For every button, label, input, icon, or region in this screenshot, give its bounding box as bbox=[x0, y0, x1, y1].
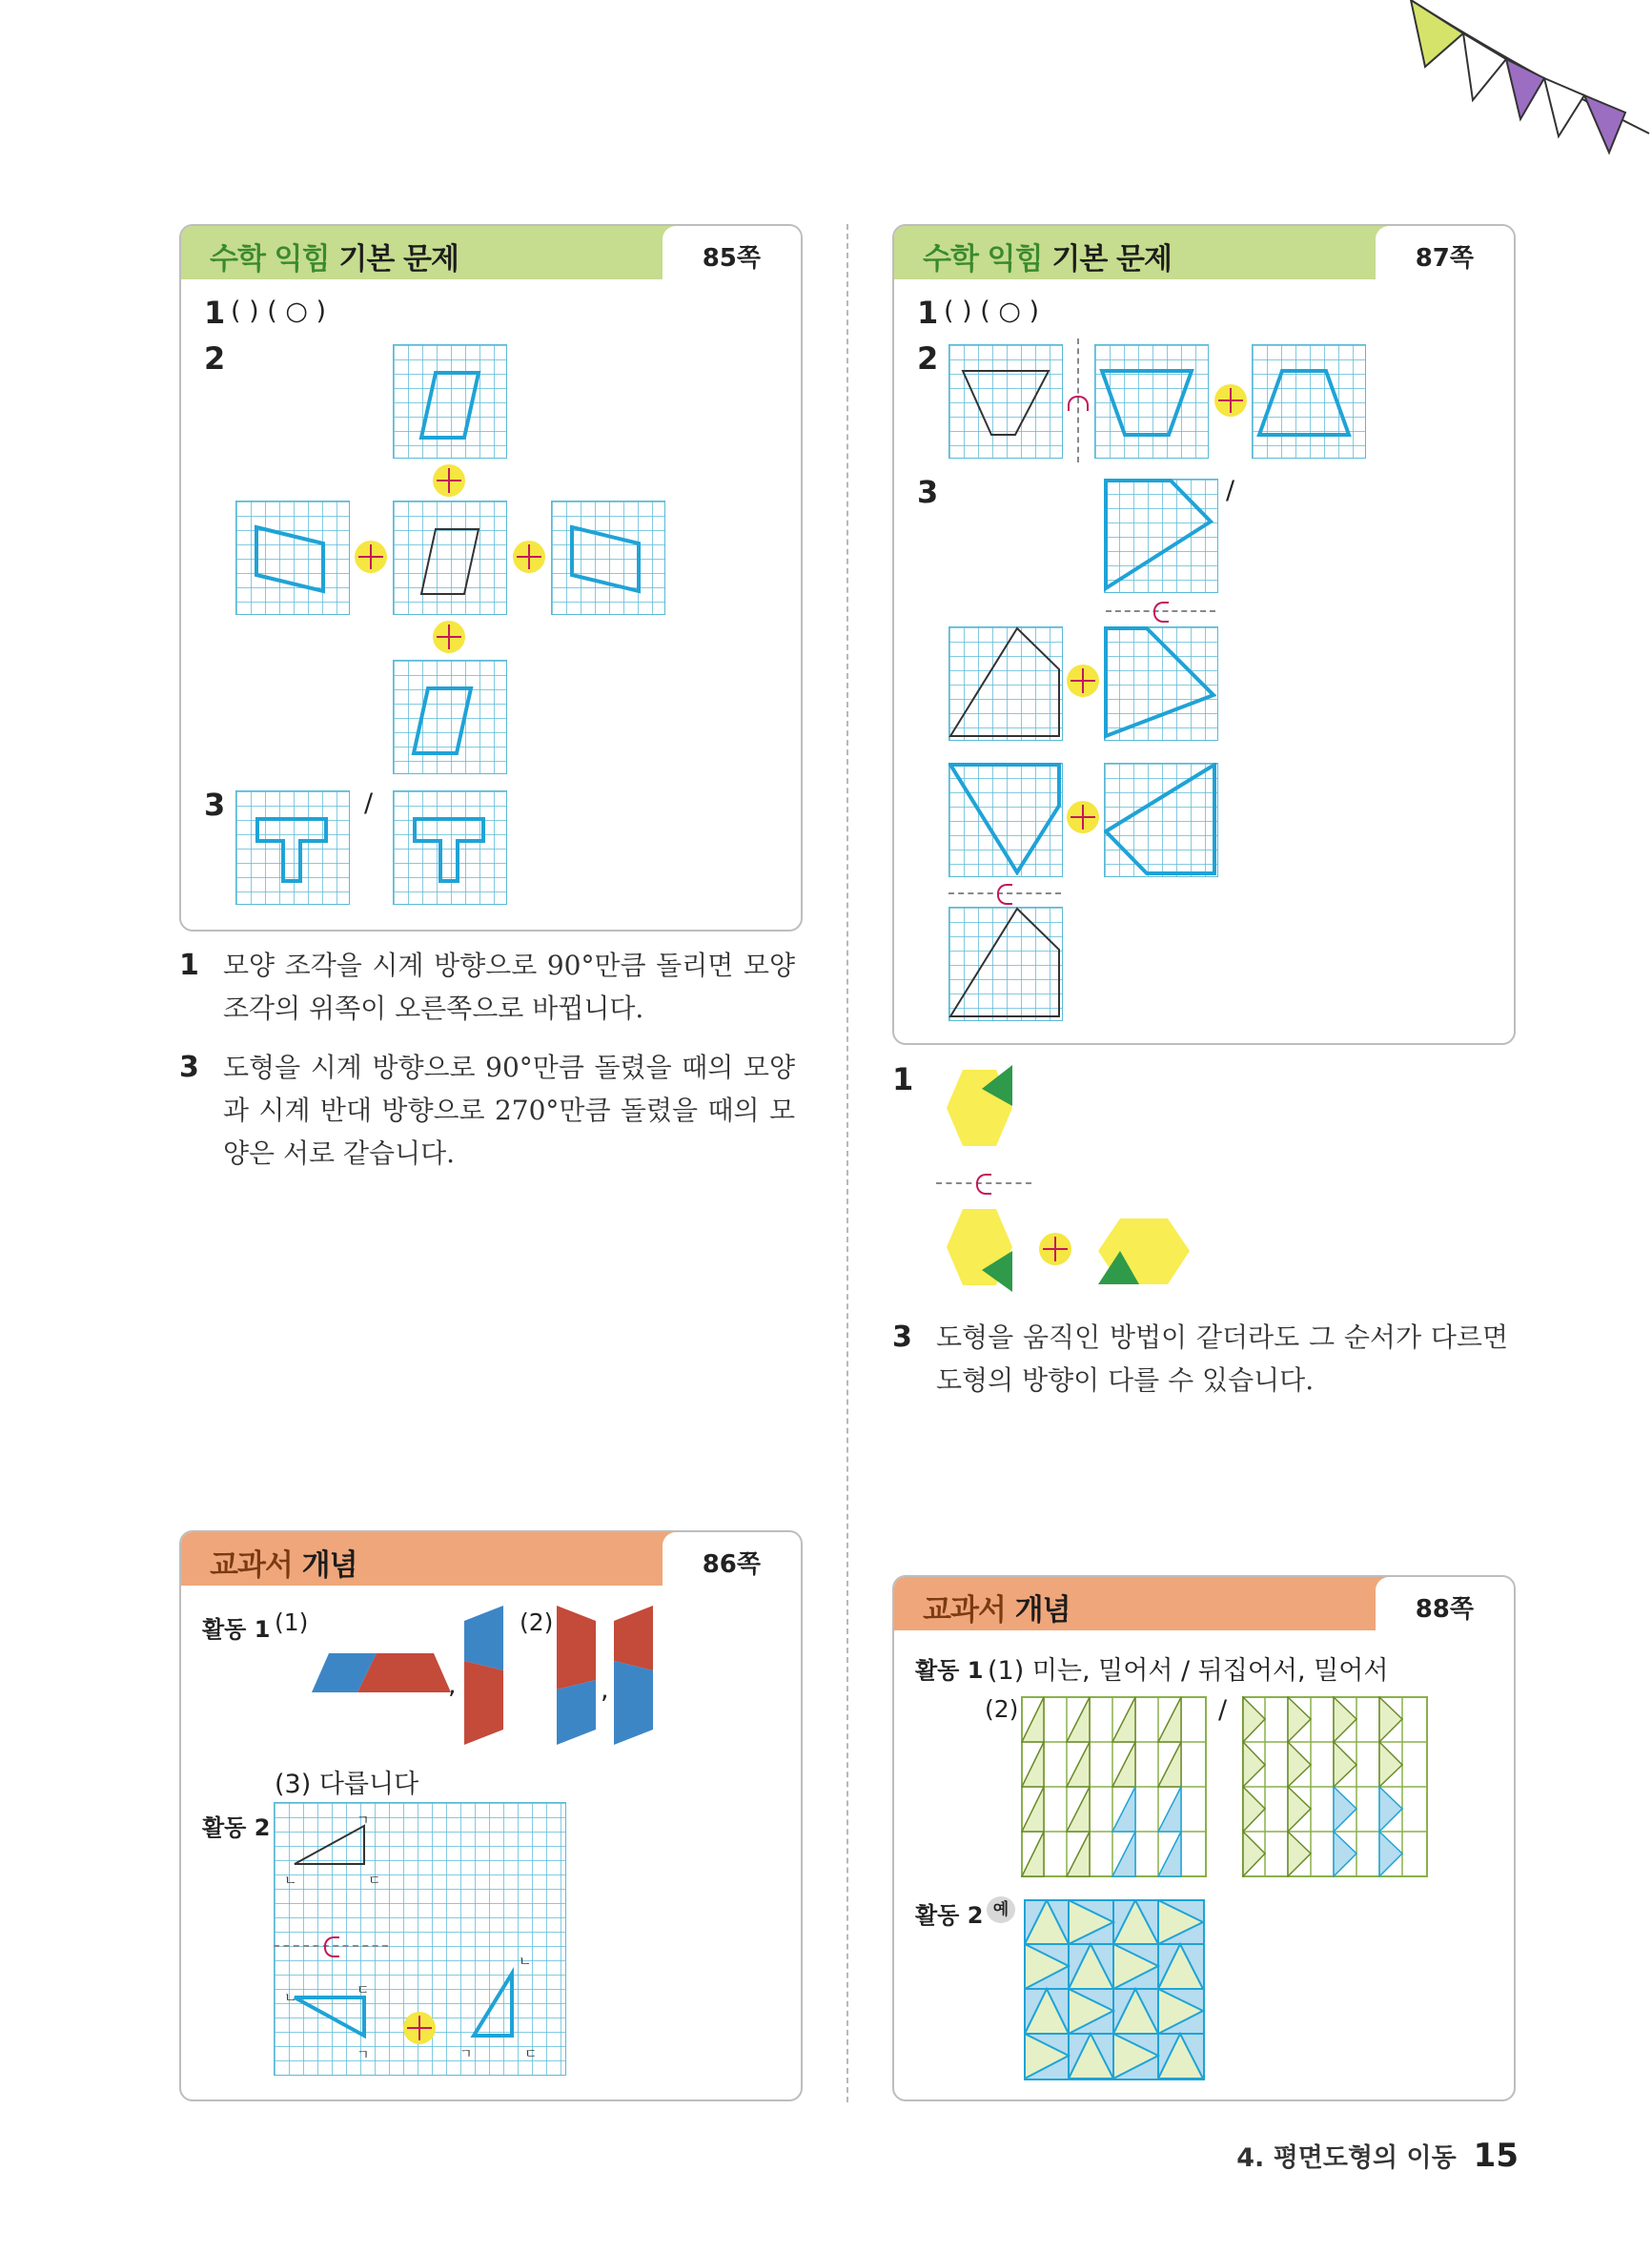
bar-shape-1 bbox=[310, 1651, 453, 1694]
trapezoid-flipped bbox=[1094, 344, 1207, 457]
parallelogram-top bbox=[393, 344, 505, 457]
activity1-label: 활동 1 bbox=[915, 1657, 984, 1684]
pentagon-rotated-2 bbox=[1104, 763, 1216, 875]
q3-number: 3 bbox=[917, 474, 939, 510]
bar-shape-3 bbox=[555, 1604, 598, 1747]
left-top-box bbox=[179, 224, 803, 932]
hexagon-flipped bbox=[944, 1201, 1020, 1297]
q1-number: 1 bbox=[917, 295, 939, 331]
pentagon-top bbox=[1104, 479, 1216, 591]
rotate-icon bbox=[355, 541, 387, 573]
example-badge: 예 bbox=[987, 1896, 1015, 1923]
page-footer bbox=[1236, 2137, 1519, 2175]
explanation-1 bbox=[179, 944, 799, 1034]
header-title-part1: 교과서 bbox=[210, 1548, 293, 1583]
vertex-label: ㄷ bbox=[368, 1874, 381, 1889]
box-header bbox=[181, 1532, 801, 1586]
activity1-label: 활동 1 bbox=[202, 1616, 271, 1643]
flip-arrow-icon bbox=[1153, 602, 1169, 623]
box-header bbox=[181, 226, 801, 279]
page-number: 15 bbox=[1473, 2137, 1519, 2175]
vertex-label: ㄴ bbox=[284, 1991, 297, 2006]
rotate-icon bbox=[433, 464, 465, 497]
header-title bbox=[210, 235, 459, 277]
bunting-decoration bbox=[1373, 0, 1652, 162]
left-bottom-box bbox=[179, 1530, 803, 2101]
box-header bbox=[894, 226, 1514, 279]
parallelogram-left bbox=[235, 501, 348, 613]
triangle-rotated bbox=[274, 1802, 564, 2074]
pentagon-flipped bbox=[948, 763, 1061, 875]
explanation-number: 3 bbox=[179, 1051, 199, 1084]
bar-shape-2 bbox=[462, 1604, 505, 1747]
flip-arrow-icon bbox=[976, 1174, 991, 1195]
activity1-part2: (2) bbox=[985, 1695, 1019, 1723]
tessellation-pattern bbox=[1024, 1899, 1205, 2080]
vertex-label: ㄱ bbox=[357, 1813, 370, 1829]
rotate-icon bbox=[433, 621, 465, 653]
rotate-icon bbox=[1039, 1233, 1071, 1265]
header-title-part1: 수학 익힘 bbox=[923, 242, 1043, 277]
explanation-text: 모양 조각을 시계 방향으로 90°만큼 돌리면 모양 조각의 위쪽이 오른쪽으로 바뀝니다. bbox=[223, 950, 795, 1024]
q3-slash: / bbox=[1226, 476, 1235, 505]
activity2-label: 활동 2 bbox=[202, 1814, 271, 1841]
q3-number: 3 bbox=[204, 787, 226, 823]
header-title-part2: 기본 문제 bbox=[1051, 242, 1172, 277]
column-divider bbox=[846, 224, 848, 2102]
trapezoid-rotated bbox=[1252, 344, 1364, 457]
header-title-part2: 개념 bbox=[301, 1548, 357, 1583]
q1-answer: ( ) ( ○ ) bbox=[231, 297, 327, 326]
trapezoid-original bbox=[948, 344, 1061, 457]
activity1-part1: (1) bbox=[275, 1608, 309, 1636]
vertex-label: ㄴ bbox=[519, 1955, 532, 1970]
q2-number: 2 bbox=[917, 340, 939, 377]
flip-arrow-icon bbox=[997, 884, 1012, 905]
right-top-box bbox=[892, 224, 1516, 1045]
header-page: 87쪽 bbox=[1415, 244, 1474, 273]
comma: , bbox=[601, 1675, 609, 1705]
header-title bbox=[210, 1541, 357, 1584]
pattern-grid-b bbox=[1242, 1696, 1428, 1877]
rotate-icon bbox=[1067, 665, 1099, 697]
pattern-grid-a bbox=[1021, 1696, 1207, 1877]
rotate-icon bbox=[1067, 801, 1099, 833]
rotate-icon bbox=[513, 541, 545, 573]
vertex-label: ㄱ bbox=[459, 2047, 473, 2062]
q1-number: 1 bbox=[204, 295, 226, 331]
vertex-label: ㄷ bbox=[524, 2047, 538, 2062]
header-page: 86쪽 bbox=[702, 1550, 761, 1579]
parallelogram-center bbox=[393, 501, 505, 613]
explanation-text: 도형을 시계 방향으로 90°만큼 돌렸을 때의 모양과 시계 반대 방향으로 270°만큼 돌렸을 때의 모양은 서로 같습니다. bbox=[223, 1052, 795, 1169]
hexagon-rotated bbox=[1096, 1216, 1193, 1287]
vertex-label: ㄱ bbox=[357, 2048, 370, 2063]
bar-shape-4 bbox=[612, 1604, 655, 1747]
parallelogram-bottom bbox=[393, 660, 505, 772]
box-header bbox=[894, 1577, 1514, 1630]
header-page-tab bbox=[1376, 1577, 1514, 1630]
header-page-tab bbox=[663, 226, 801, 279]
pentagon-rotated bbox=[1104, 626, 1216, 739]
explanation-3-right bbox=[892, 1316, 1512, 1406]
q2-number: 2 bbox=[204, 340, 226, 377]
q1-answer: ( ) ( ○ ) bbox=[944, 297, 1040, 326]
header-page-tab bbox=[663, 1532, 801, 1586]
activity1-slash: / bbox=[1218, 1695, 1228, 1725]
activity1-part1: (1) 미는, 밀어서 / 뒤집어서, 밀어서 bbox=[988, 1656, 1389, 1686]
explanation-number: 1 bbox=[179, 949, 199, 982]
chapter-title: 4. 평면도형의 이동 bbox=[1236, 2143, 1457, 2173]
vertex-label: ㄴ bbox=[284, 1874, 297, 1889]
explanation-3 bbox=[179, 1046, 799, 1179]
header-title bbox=[923, 1586, 1071, 1628]
header-title bbox=[923, 235, 1172, 277]
header-title-part1: 교과서 bbox=[923, 1593, 1006, 1628]
header-page: 88쪽 bbox=[1415, 1595, 1474, 1624]
header-page-tab bbox=[1376, 226, 1514, 279]
explanation-number: 3 bbox=[892, 1321, 912, 1354]
header-title-part2: 개념 bbox=[1014, 1593, 1071, 1628]
t-shape-b bbox=[393, 790, 505, 903]
header-title-part2: 기본 문제 bbox=[338, 242, 459, 277]
activity1-part3: (3) 다릅니다 bbox=[275, 1770, 419, 1799]
header-title-part1: 수학 익힘 bbox=[210, 242, 330, 277]
activity1-part2: (2) bbox=[520, 1608, 554, 1636]
flip-arrow-icon bbox=[1068, 396, 1089, 411]
parallelogram-right bbox=[551, 501, 663, 613]
pentagon-original bbox=[948, 626, 1061, 739]
rotate-icon bbox=[1214, 384, 1247, 417]
header-page: 85쪽 bbox=[702, 244, 761, 273]
pentagon-original-2 bbox=[948, 907, 1061, 1019]
right-bottom-box bbox=[892, 1575, 1516, 2101]
hexagon-top bbox=[944, 1060, 1020, 1156]
t-shape-a bbox=[235, 790, 348, 903]
activity2-label: 활동 2 bbox=[915, 1902, 984, 1929]
vertex-label: ㄷ bbox=[357, 1983, 370, 1998]
q3-slash: / bbox=[364, 789, 374, 818]
q1-number: 1 bbox=[892, 1061, 914, 1097]
explanation-text: 도형을 움직인 방법이 같더라도 그 순서가 다르면 도형의 방향이 다를 수 있습니다. bbox=[936, 1321, 1508, 1396]
comma: , bbox=[448, 1670, 457, 1700]
